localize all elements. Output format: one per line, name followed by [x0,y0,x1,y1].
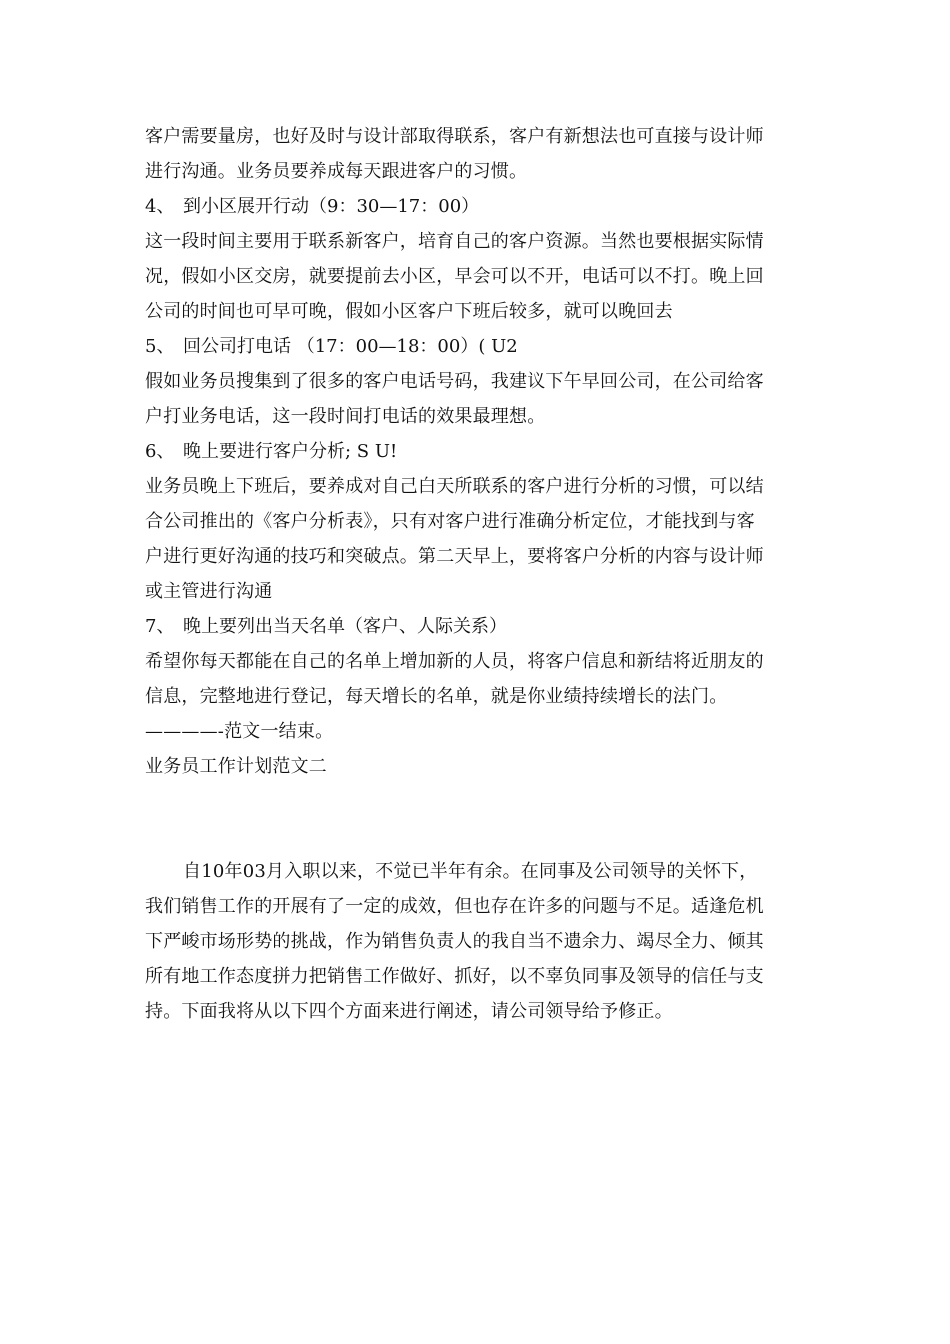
text-line: 业务员工作计划范文二 [145,756,327,777]
heading-text: 到小区展开行动（9：30—17：00） [183,196,480,217]
heading-text: 晚上要进行客户分析; S U! [183,441,398,462]
text-line: 业务员晚上下班后，要养成对自己白天所联系的客户进行分析的习惯，可以结 [145,476,764,497]
text-line: 合公司推出的《客户分析表》，只有对客户进行准确分析定位，才能找到与客 [145,511,755,532]
text-line: 所有地工作态度拼力把销售工作做好、抓好，以不辜负同事及领导的信任与支 [145,966,764,987]
numbered-heading [145,609,805,644]
numbered-heading [145,329,805,364]
paragraph-first-line: 自10年03月入职以来，不觉已半年有余。在同事及公司领导的关怀下， [183,861,758,882]
text-line: 公司的时间也可早可晚，假如小区客户下班后较多，就可以晚回去 [145,301,673,322]
text-line: 户打业务电话，这一段时间打电话的效果最理想。 [145,406,546,427]
text-line: 况，假如小区交房，就要提前去小区，早会可以不开，电话可以不打。晚上回 [145,266,764,287]
text-line: ————-范文一结束。 [145,721,334,742]
heading-number: 5、 [145,336,175,357]
heading-text: 晚上要列出当天名单（客户、人际关系） [183,616,507,637]
text-line: 希望你每天都能在自己的名单上增加新的人员，将客户信息和新结将近朋友的 [145,651,764,672]
document-body-section-1 [145,119,805,784]
text-line: 持。下面我将从以下四个方面来进行阐述，请公司领导给予修正。 [145,1001,673,1022]
text-line: 下严峻市场形势的挑战，作为销售负责人的我自当不遗余力、竭尽全力、倾其 [145,931,764,952]
text-line: 进行沟通。业务员要养成每天跟进客户的习惯。 [145,161,528,182]
text-line: 这一段时间主要用于联系新客户，培育自己的客户资源。当然也要根据实际情 [145,231,764,252]
numbered-heading [145,434,805,469]
text-line: 客户需要量房，也好及时与设计部取得联系，客户有新想法也可直接与设计师 [145,126,764,147]
numbered-heading [145,189,805,224]
text-line: 信息，完整地进行登记，每天增长的名单，就是你业绩持续增长的法门。 [145,686,728,707]
document-body-section-2 [145,854,805,1029]
text-line: 户进行更好沟通的技巧和突破点。第二天早上，要将客户分析的内容与设计师 [145,546,764,567]
text-line: 或主管进行沟通 [145,581,273,602]
text-line: 假如业务员搜集到了很多的客户电话号码，我建议下午早回公司，在公司给客 [145,371,764,392]
heading-text: 回公司打电话 （17：00—18：00）( U2 [183,336,518,357]
heading-number: 4、 [145,196,175,217]
heading-number: 7、 [145,616,175,637]
heading-number: 6、 [145,441,175,462]
text-line: 我们销售工作的开展有了一定的成效，但也存在许多的问题与不足。适逢危机 [145,896,764,917]
